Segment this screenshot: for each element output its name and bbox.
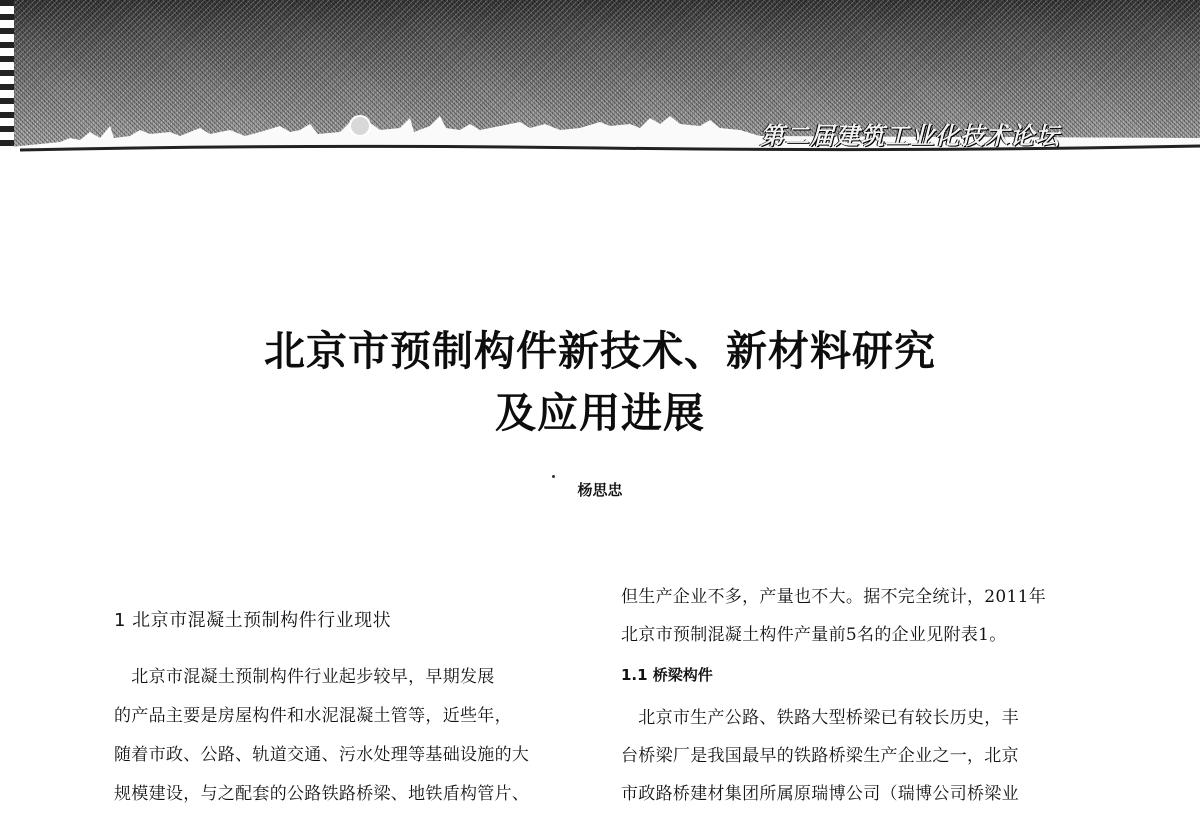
right-body-line: 台桥梁厂是我国最早的铁路桥梁生产企业之一，北京 — [621, 746, 1019, 766]
right-body-line: 北京市预制混凝土构件产量前5名的企业见附表1。 — [621, 625, 1007, 645]
article-title-line-2: 及应用进展 — [495, 389, 705, 437]
author: 杨思忠 — [577, 481, 623, 499]
left-body-line: 随着市政、公路、轨道交通、污水处理等基础设施的大 — [114, 745, 530, 765]
header-banner — [0, 0, 1200, 162]
left-body-line: 的产品主要是房屋构件和水泥混凝土管等，近些年， — [114, 706, 512, 726]
section-1-heading: 1 北京市混凝土预制构件行业现状 — [114, 610, 392, 631]
section-1-1-heading: 1.1 桥梁构件 — [621, 666, 713, 684]
banner-title: 第二届建筑工业化技术论坛 — [760, 122, 1060, 150]
right-body-line: 北京市生产公路、铁路大型桥梁已有较长历史，丰 — [621, 708, 1019, 728]
right-body-line: 市政路桥建材集团所属原瑞博公司（瑞博公司桥梁业 — [621, 784, 1019, 804]
author-dot — [552, 475, 555, 478]
left-body-line: 北京市混凝土预制构件行业起步较早，早期发展 — [114, 667, 495, 687]
left-body-line: 规模建设，与之配套的公路铁路桥梁、地铁盾构管片、 — [114, 784, 530, 804]
article-title-line-1: 北京市预制构件新技术、新材料研究 — [264, 327, 936, 375]
right-body-line: 但生产企业不多，产量也不大。据不完全统计，2011年 — [621, 587, 1047, 607]
